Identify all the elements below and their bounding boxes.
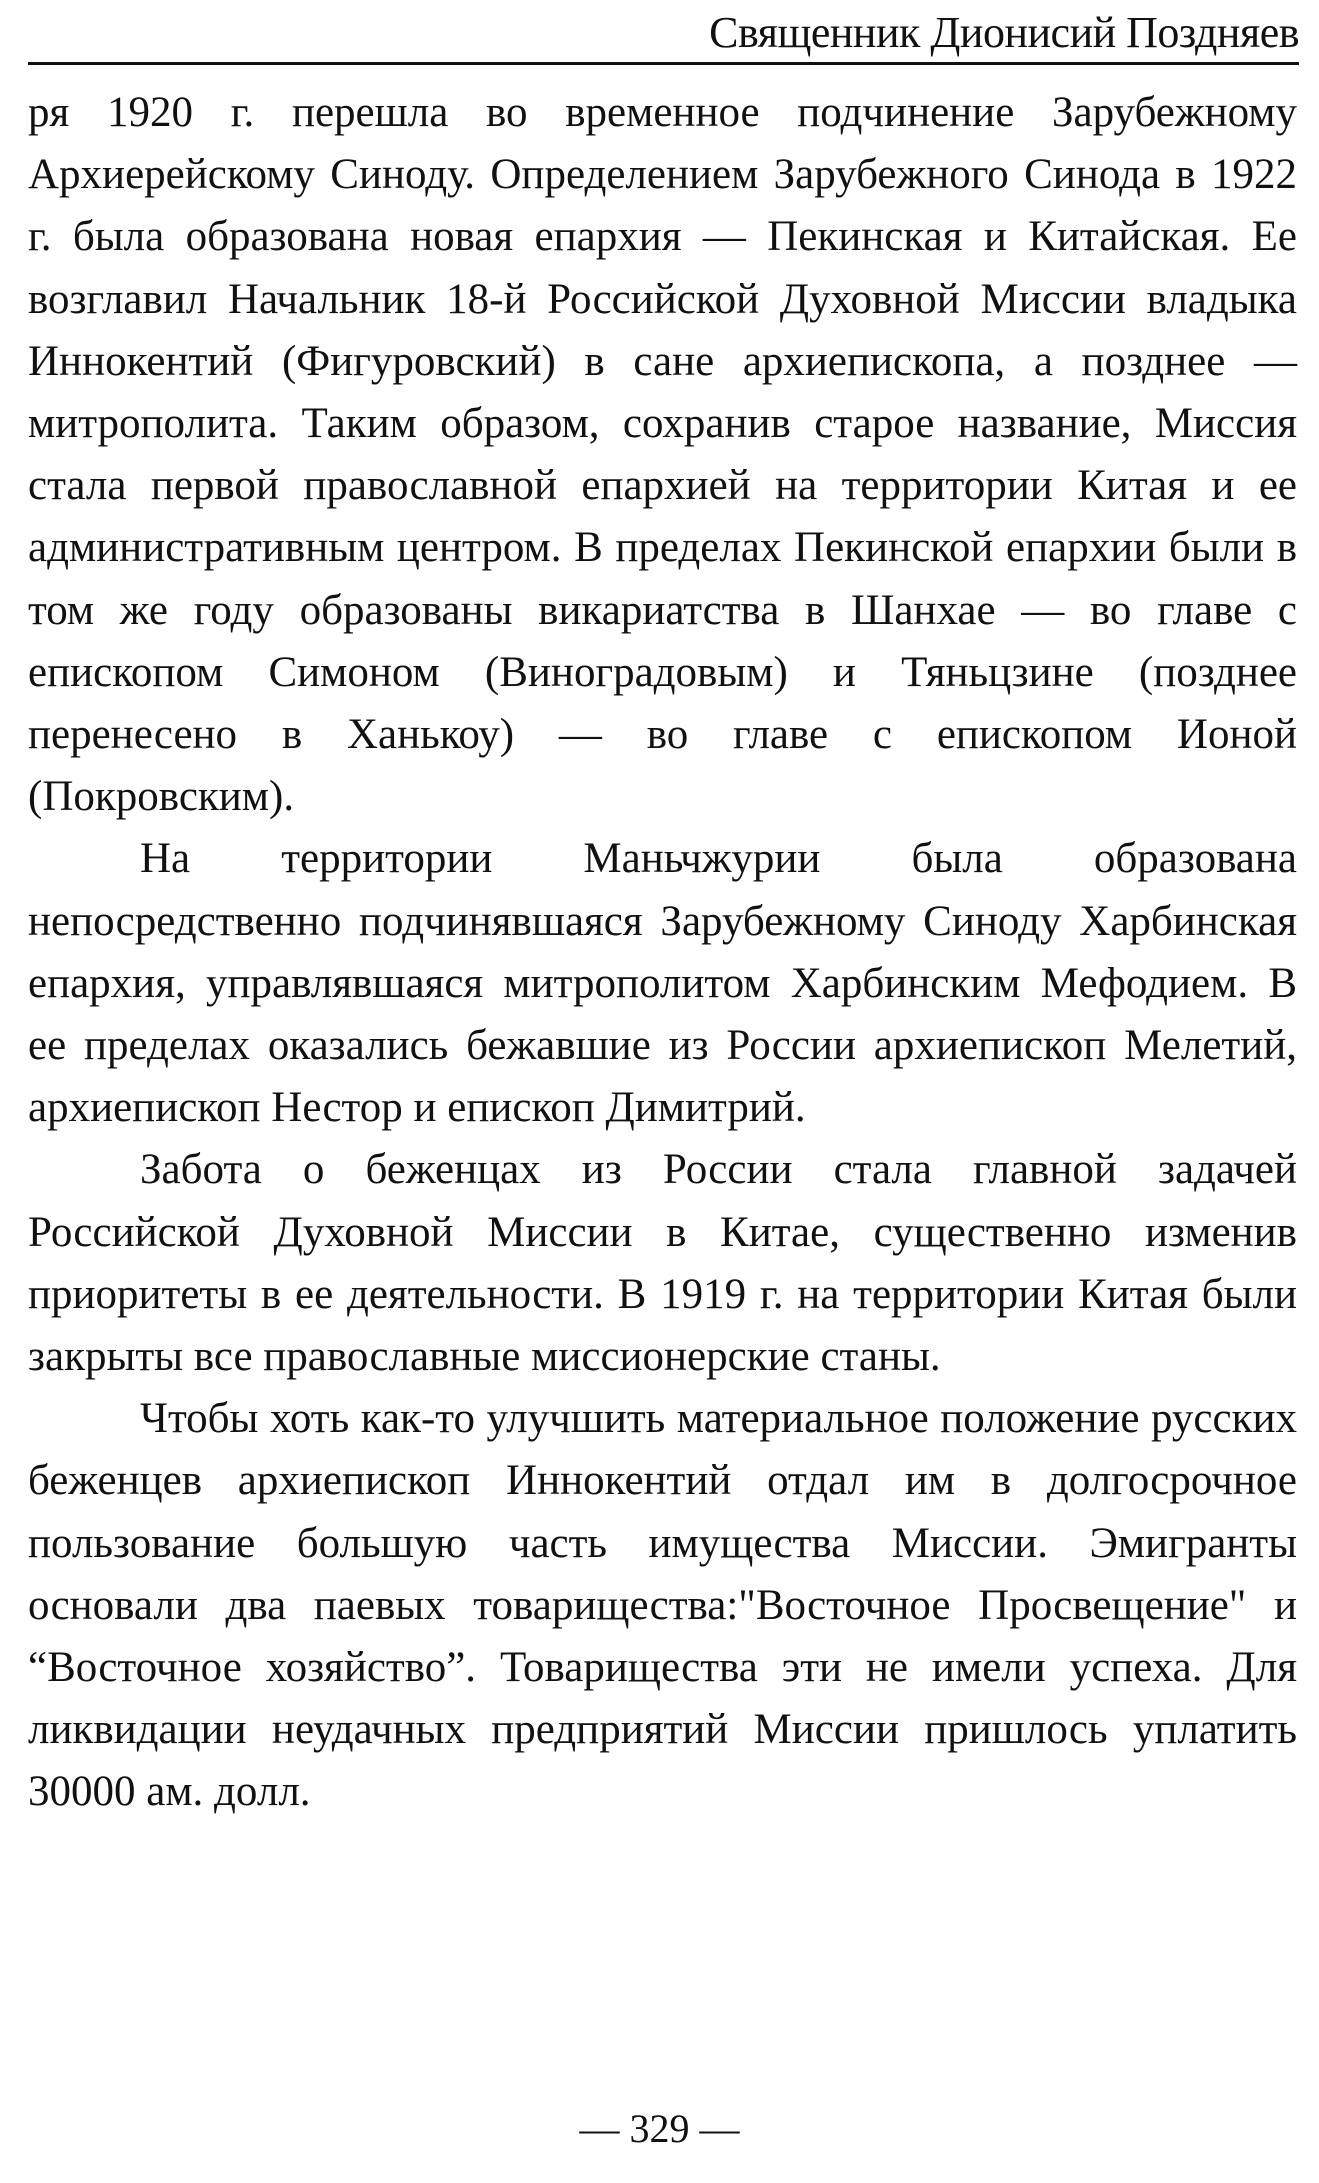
paragraph-4: Чтобы хоть как-то улучшить материальное положение русских беженцев архиепископ Иннокентий отдал им в долгосрочное пользование большую часть имущества Миссии. Эмигранты основали два паевых товарищества:"Восточное Просвещение" и “Восточное хозяйство”. Товарищества эти не имели успеха. Для ликвидации неудачных предприятий Миссии пришлось уплатить 30000 ам. долл. bbox=[28, 1395, 1297, 1816]
page-number: — 329 — bbox=[579, 2106, 740, 2151]
header-rule bbox=[28, 62, 1299, 65]
paragraph-3: Забота о беженцах из России стала главной задачей Российской Духовной Миссии в Китае, существенно изменив приоритеты в ее деятельности. В 1919 г. на территории Китая были закрыты все православные миссионерские станы. bbox=[28, 1146, 1297, 1381]
body-text bbox=[28, 82, 1297, 1824]
running-head-title: Священник Дионисий Поздняев bbox=[709, 8, 1299, 57]
paragraph-2: На территории Маньчжурии была образована непосредственно подчинявшаяся Зарубежному Синоду Харбинская епархия, управлявшаяся митрополитом Харбинским Мефодием. В ее пределах оказались бежавшие из России архиепископ Мелетий, архиепископ Нестор и епископ Димитрий. bbox=[28, 835, 1297, 1132]
paragraph-1: ря 1920 г. перешла во временное подчинение Зарубежному Архиерейскому Синоду. Определением Зарубежного Синода в 1922 г. была образована новая епархия — Пекинская и Китайская. Ее возглавил Начальник 18-й Российской Духовной Миссии владыка Иннокентий (Фигуровский) в сане архиепископа, а позднее — митрополита. Таким образом, сохранив старое название, Миссия стала первой православной епархией на территории Китая и ее административным центром. В пределах Пекинской епархии были в том же году образованы викариатства в Шанхае — во главе с епископом Симоном (Виноградовым) и Тяньцзине (позднее перенесено в Ханькоу) — во главе с епископом Ионой (Покровским). bbox=[28, 89, 1297, 821]
